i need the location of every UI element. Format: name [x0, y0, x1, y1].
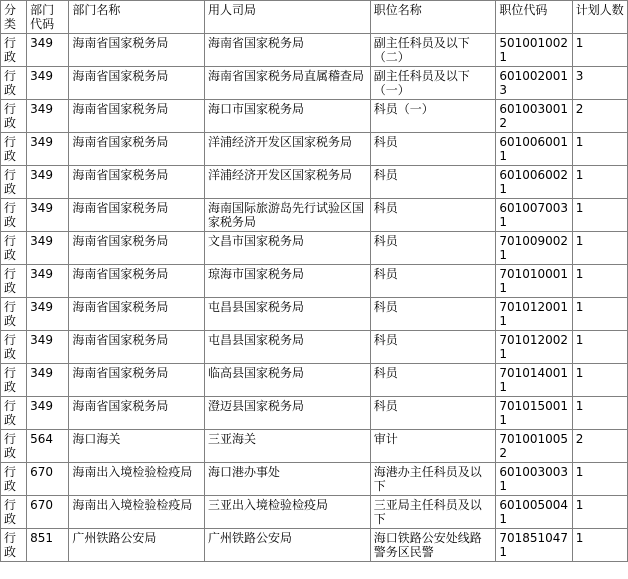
cell-dept-name: 海南省国家税务局 — [69, 34, 205, 67]
cell-position-code: 7010010052 — [496, 430, 572, 463]
column-header-headcount: 计划人数 — [572, 1, 627, 34]
table-row — [1, 298, 628, 331]
cell-category: 行政 — [1, 199, 27, 232]
cell-headcount: 1 — [572, 496, 627, 529]
cell-dept-name: 海口海关 — [69, 430, 205, 463]
cell-dept-code: 349 — [27, 67, 69, 100]
cell-dept-code: 564 — [27, 430, 69, 463]
cell-dept-name: 海南省国家税务局 — [69, 232, 205, 265]
cell-position: 副主任科员及以下（二） — [370, 34, 496, 67]
cell-headcount: 1 — [572, 364, 627, 397]
table-row — [1, 166, 628, 199]
cell-dept-code: 349 — [27, 331, 69, 364]
cell-headcount: 1 — [572, 331, 627, 364]
column-header-category: 分类 — [1, 1, 27, 34]
cell-position: 三亚局主任科员及以下 — [370, 496, 496, 529]
cell-dept-code: 670 — [27, 496, 69, 529]
cell-bureau: 海口港办事处 — [204, 463, 370, 496]
cell-position-code: 6010060011 — [496, 133, 572, 166]
cell-headcount: 1 — [572, 166, 627, 199]
cell-position-code: 6010070031 — [496, 199, 572, 232]
cell-headcount: 1 — [572, 232, 627, 265]
table-row — [1, 100, 628, 133]
cell-position: 科员 — [370, 232, 496, 265]
cell-dept-name: 海南出入境检验检疫局 — [69, 496, 205, 529]
column-header-position: 职位名称 — [370, 1, 496, 34]
cell-category: 行政 — [1, 463, 27, 496]
cell-position-code: 6010060021 — [496, 166, 572, 199]
cell-position-code: 7010100011 — [496, 265, 572, 298]
column-header-dept-code: 部门代码 — [27, 1, 69, 34]
cell-position: 审计 — [370, 430, 496, 463]
table-header-row — [1, 1, 628, 34]
cell-position: 科员 — [370, 133, 496, 166]
cell-bureau: 屯昌县国家税务局 — [204, 331, 370, 364]
table-row — [1, 199, 628, 232]
cell-bureau: 澄迈县国家税务局 — [204, 397, 370, 430]
cell-position-code: 7010140011 — [496, 364, 572, 397]
cell-bureau: 洋浦经济开发区国家税务局 — [204, 133, 370, 166]
cell-position: 科员 — [370, 199, 496, 232]
cell-dept-code: 349 — [27, 397, 69, 430]
cell-bureau: 海南省国家税务局 — [204, 34, 370, 67]
cell-position: 海港办主任科员及以下 — [370, 463, 496, 496]
column-header-dept-name: 部门名称 — [69, 1, 205, 34]
cell-bureau: 临高县国家税务局 — [204, 364, 370, 397]
cell-dept-code: 349 — [27, 199, 69, 232]
table-row — [1, 463, 628, 496]
cell-dept-name: 海南省国家税务局 — [69, 397, 205, 430]
cell-dept-code: 851 — [27, 529, 69, 562]
cell-bureau: 海南省国家税务局直属稽查局 — [204, 67, 370, 100]
cell-dept-code: 349 — [27, 364, 69, 397]
cell-dept-code: 349 — [27, 265, 69, 298]
cell-headcount: 1 — [572, 265, 627, 298]
cell-bureau: 广州铁路公安局 — [204, 529, 370, 562]
cell-bureau: 洋浦经济开发区国家税务局 — [204, 166, 370, 199]
cell-dept-name: 海南省国家税务局 — [69, 100, 205, 133]
table-row — [1, 133, 628, 166]
cell-position: 副主任科员及以下（一） — [370, 67, 496, 100]
cell-bureau: 海口市国家税务局 — [204, 100, 370, 133]
cell-dept-code: 349 — [27, 298, 69, 331]
cell-category: 行政 — [1, 265, 27, 298]
cell-position: 科员 — [370, 265, 496, 298]
cell-bureau: 三亚海关 — [204, 430, 370, 463]
cell-dept-name: 海南省国家税务局 — [69, 166, 205, 199]
cell-bureau: 海南国际旅游岛先行试验区国家税务局 — [204, 199, 370, 232]
cell-dept-name: 海南出入境检验检疫局 — [69, 463, 205, 496]
cell-position-code: 6010030012 — [496, 100, 572, 133]
cell-category: 行政 — [1, 100, 27, 133]
table-row — [1, 232, 628, 265]
cell-bureau: 屯昌县国家税务局 — [204, 298, 370, 331]
cell-dept-name: 海南省国家税务局 — [69, 199, 205, 232]
cell-bureau: 琼海市国家税务局 — [204, 265, 370, 298]
cell-category: 行政 — [1, 232, 27, 265]
cell-position-code: 7018510471 — [496, 529, 572, 562]
cell-position: 科员 — [370, 298, 496, 331]
cell-position-code: 6010050041 — [496, 496, 572, 529]
cell-headcount: 2 — [572, 100, 627, 133]
cell-headcount: 1 — [572, 397, 627, 430]
cell-dept-code: 349 — [27, 133, 69, 166]
table-row — [1, 34, 628, 67]
cell-position-code: 7010120011 — [496, 298, 572, 331]
cell-bureau: 三亚出入境检验检疫局 — [204, 496, 370, 529]
cell-category: 行政 — [1, 34, 27, 67]
cell-category: 行政 — [1, 496, 27, 529]
table-row — [1, 67, 628, 100]
cell-headcount: 1 — [572, 529, 627, 562]
cell-position: 科员 — [370, 331, 496, 364]
table-row — [1, 430, 628, 463]
cell-position: 科员 — [370, 364, 496, 397]
cell-position-code: 6010030031 — [496, 463, 572, 496]
cell-headcount: 1 — [572, 133, 627, 166]
cell-dept-name: 广州铁路公安局 — [69, 529, 205, 562]
cell-dept-name: 海南省国家税务局 — [69, 67, 205, 100]
cell-dept-name: 海南省国家税务局 — [69, 331, 205, 364]
cell-category: 行政 — [1, 430, 27, 463]
table-row — [1, 364, 628, 397]
cell-dept-name: 海南省国家税务局 — [69, 265, 205, 298]
cell-dept-name: 海南省国家税务局 — [69, 133, 205, 166]
cell-headcount: 1 — [572, 298, 627, 331]
table-row — [1, 496, 628, 529]
cell-bureau: 文昌市国家税务局 — [204, 232, 370, 265]
cell-dept-code: 349 — [27, 100, 69, 133]
cell-dept-code: 349 — [27, 232, 69, 265]
cell-dept-code: 670 — [27, 463, 69, 496]
cell-category: 行政 — [1, 298, 27, 331]
column-header-position-code: 职位代码 — [496, 1, 572, 34]
table-row — [1, 397, 628, 430]
cell-position: 科员（一） — [370, 100, 496, 133]
cell-headcount: 1 — [572, 199, 627, 232]
cell-category: 行政 — [1, 529, 27, 562]
column-header-bureau: 用人司局 — [204, 1, 370, 34]
cell-position: 科员 — [370, 166, 496, 199]
cell-position-code: 7010120021 — [496, 331, 572, 364]
table-row — [1, 331, 628, 364]
cell-position-code: 5010010021 — [496, 34, 572, 67]
cell-position: 科员 — [370, 397, 496, 430]
cell-category: 行政 — [1, 67, 27, 100]
cell-headcount: 1 — [572, 34, 627, 67]
cell-position-code: 7010150011 — [496, 397, 572, 430]
table-row — [1, 265, 628, 298]
cell-dept-code: 349 — [27, 166, 69, 199]
cell-headcount: 3 — [572, 67, 627, 100]
cell-category: 行政 — [1, 166, 27, 199]
cell-position-code: 6010020013 — [496, 67, 572, 100]
cell-headcount: 2 — [572, 430, 627, 463]
cell-dept-name: 海南省国家税务局 — [69, 364, 205, 397]
cell-category: 行政 — [1, 331, 27, 364]
cell-category: 行政 — [1, 133, 27, 166]
cell-dept-name: 海南省国家税务局 — [69, 298, 205, 331]
cell-position: 海口铁路公安处线路警务区民警 — [370, 529, 496, 562]
cell-dept-code: 349 — [27, 34, 69, 67]
cell-category: 行政 — [1, 364, 27, 397]
cell-position-code: 7010090021 — [496, 232, 572, 265]
cell-category: 行政 — [1, 397, 27, 430]
table-row — [1, 529, 628, 562]
cell-headcount: 1 — [572, 463, 627, 496]
